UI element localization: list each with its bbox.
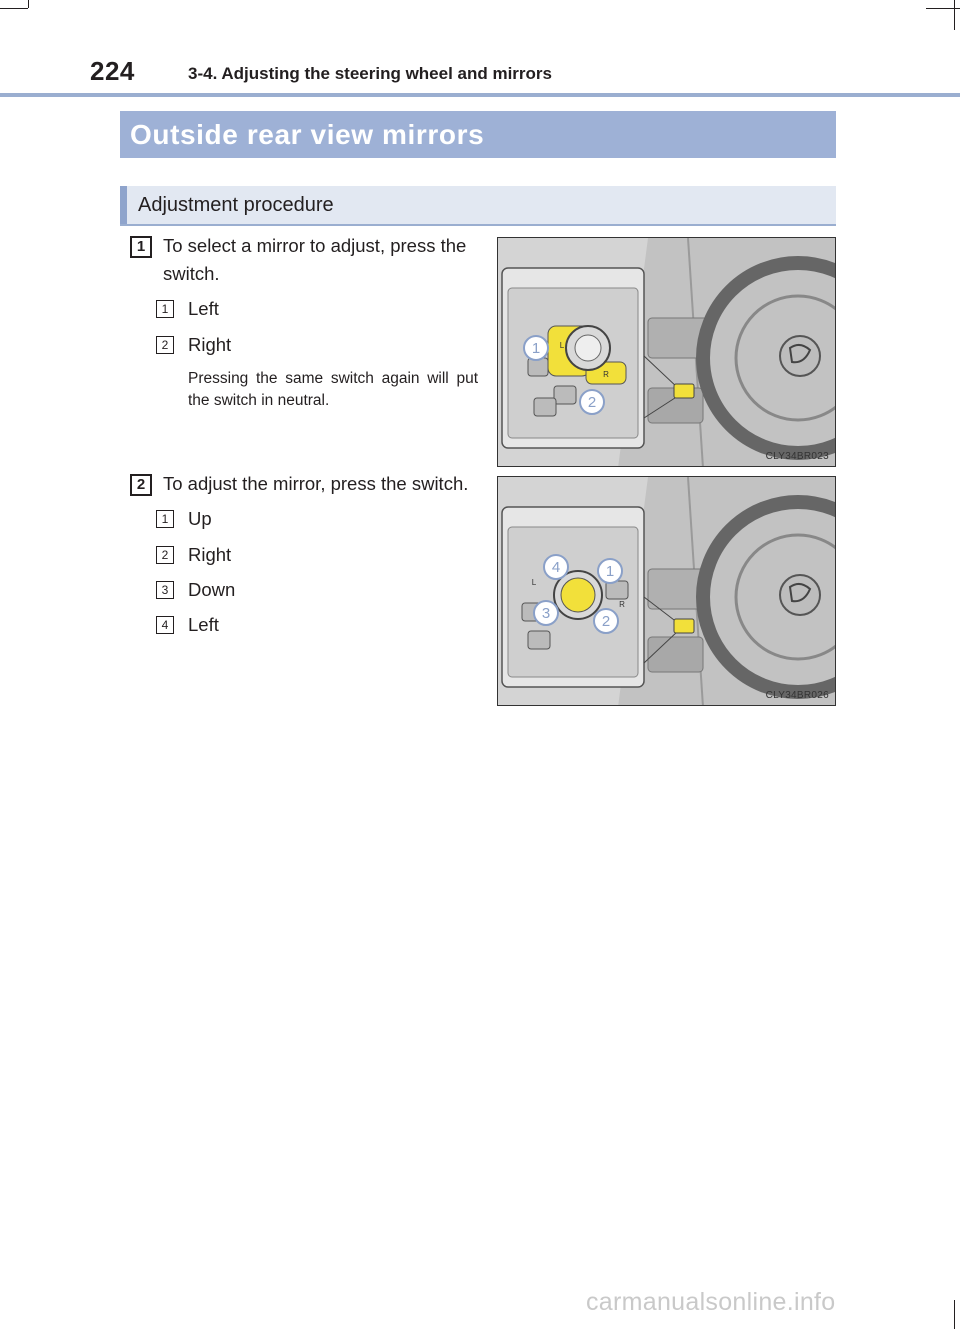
subsection-heading <box>120 186 836 226</box>
step-instruction: To adjust the mirror, press the switch. <box>163 473 469 494</box>
page-number: 224 <box>90 56 135 86</box>
figure-illustration <box>498 477 836 706</box>
step-badge: 2 <box>130 474 152 496</box>
item-label: Right <box>188 544 232 565</box>
switch-letter-r: R <box>619 600 625 609</box>
item-label: Left <box>188 298 219 319</box>
switch-letter-l: L <box>559 341 565 350</box>
item-number: 2 <box>156 336 174 354</box>
crop-mark-top-left-h <box>0 8 28 9</box>
callout-2: 2 <box>601 613 611 630</box>
item-number: 1 <box>156 300 174 318</box>
callout-1: 1 <box>531 340 541 357</box>
crop-mark-top-right-v <box>954 0 955 30</box>
crop-mark-bottom-right-v <box>954 1300 955 1329</box>
step-badge: 1 <box>130 236 152 258</box>
figure-code: CLY34BR023 <box>765 451 829 462</box>
section-title: Outside rear view mirrors <box>130 119 485 150</box>
crop-mark-top-left-v <box>28 0 29 8</box>
step-note: Pressing the same switch again will put the switch in neutral. <box>188 370 478 409</box>
item-label: Up <box>188 508 212 529</box>
item-number: 2 <box>156 546 174 564</box>
subsection-title: Adjustment procedure <box>138 194 334 216</box>
figure-illustration <box>498 238 836 467</box>
item-number: 4 <box>156 616 174 634</box>
subsection-accent-bar <box>120 186 127 224</box>
step-instruction: To select a mirror to adjust, press the switch. <box>163 235 467 284</box>
callout-3: 3 <box>541 605 551 622</box>
callout-1: 1 <box>605 563 615 580</box>
switch-letter-l: L <box>531 578 537 587</box>
item-label: Left <box>188 614 219 635</box>
figure-mirror-adjust-switch <box>497 476 836 706</box>
item-label: Down <box>188 579 236 600</box>
callout-2: 2 <box>587 394 597 411</box>
watermark[interactable]: carmanualsonline.info <box>586 1288 836 1316</box>
callout-4: 4 <box>551 559 561 576</box>
header-rule <box>0 93 960 97</box>
item-label: Right <box>188 334 232 355</box>
figure-code: CLY34BR026 <box>765 690 829 701</box>
figure-mirror-select-switch <box>497 237 836 467</box>
item-number: 3 <box>156 581 174 599</box>
section-banner <box>120 111 836 158</box>
running-head: 3-4. Adjusting the steering wheel and mirrors <box>188 64 552 83</box>
switch-letter-r: R <box>603 370 609 379</box>
item-number: 1 <box>156 510 174 528</box>
